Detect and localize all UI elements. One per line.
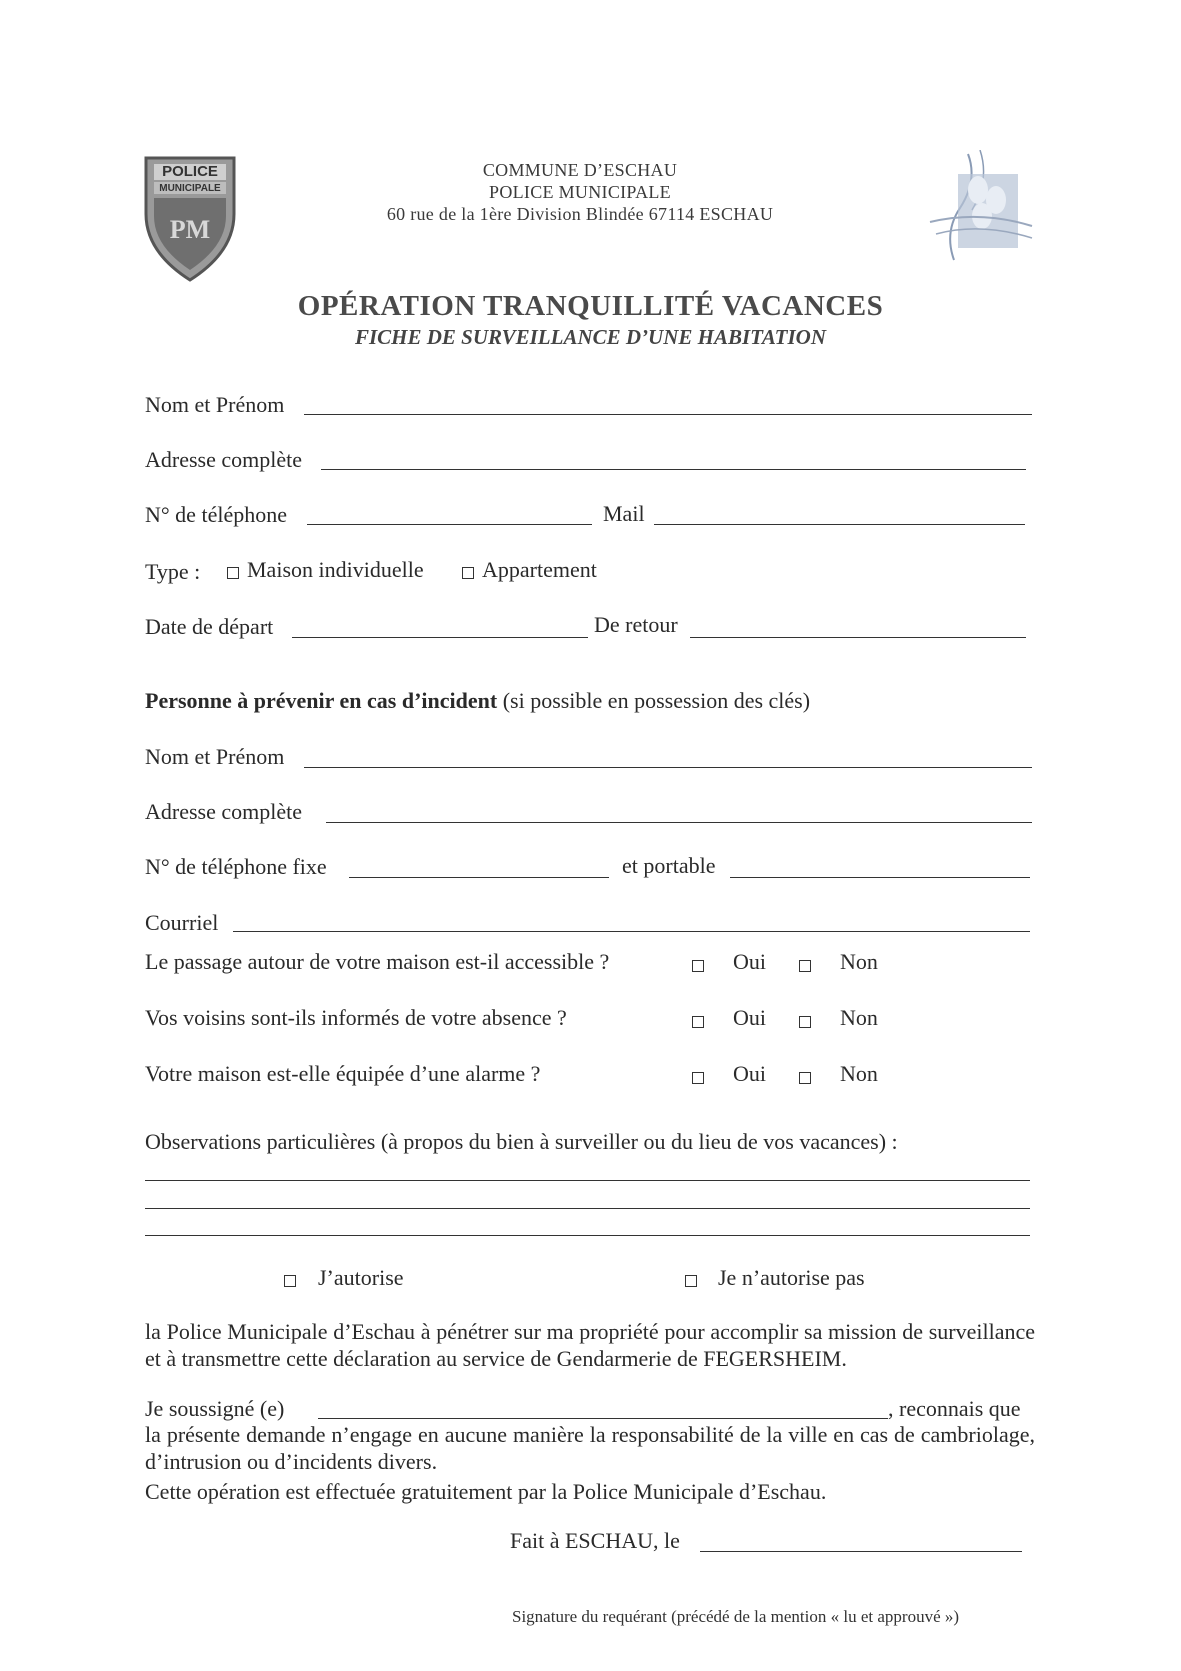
not-authorize-checkbox[interactable]	[685, 1275, 697, 1287]
question-access-no-checkbox[interactable]	[799, 960, 811, 972]
question-neighbors-yes-checkbox[interactable]	[692, 1016, 704, 1028]
type-house-label: Maison individuelle	[247, 557, 424, 582]
mail-label: Mail	[603, 501, 645, 526]
question-access-yes-label: Oui	[733, 949, 766, 974]
mail-field[interactable]	[654, 524, 1025, 525]
header-commune: COMMUNE D’ESCHAU	[482, 160, 678, 180]
signature-label: Signature du requérant (précédé de la mention « lu et approuvé »)	[512, 1607, 960, 1626]
question-neighbors-yes-label: Oui	[733, 1005, 766, 1030]
phone-field[interactable]	[307, 524, 592, 525]
contact-name-label: Nom et Prénom	[145, 744, 285, 769]
type-house-checkbox[interactable]	[227, 567, 239, 579]
address-label: Adresse complète	[145, 447, 302, 472]
badge-text-police: POLICE	[162, 163, 218, 180]
name-field[interactable]	[304, 414, 1032, 415]
contact-heading-note: (si possible en possession des clés)	[502, 688, 811, 713]
badge-text-letters: PM	[169, 215, 211, 244]
type-apartment-label: Appartement	[482, 557, 597, 582]
police-badge-logo	[140, 152, 240, 284]
done-at-label: Fait à ESCHAU, le	[510, 1528, 680, 1553]
badge-text-municipale: MUNICIPALE	[159, 183, 221, 194]
declaration-free-text: Cette opération est effectuée gratuitement par la Police Municipale d’Eschau.	[145, 1479, 827, 1504]
declaration-suffix: , reconnais que	[888, 1396, 1021, 1421]
authorization-text: la Police Municipale d’Eschau à pénétrer sur ma propriété pour accomplir sa mission de surveillance et à transmettre cette déclaration au service de Gendarmerie de FEGERSHEIM.	[145, 1319, 1035, 1371]
address-field[interactable]	[321, 469, 1026, 470]
question-neighbors-no-checkbox[interactable]	[799, 1016, 811, 1028]
contact-mobile-label: et portable	[622, 853, 716, 878]
question-alarm-no-label: Non	[840, 1061, 878, 1086]
name-label: Nom et Prénom	[145, 392, 285, 417]
contact-phone-label: N° de téléphone fixe	[145, 854, 327, 879]
declaration-name-field[interactable]	[318, 1418, 888, 1419]
phone-label: N° de téléphone	[145, 502, 287, 527]
header-police: POLICE MUNICIPALE	[489, 182, 671, 202]
contact-mobile-field[interactable]	[730, 877, 1030, 878]
observations-line-2[interactable]	[145, 1208, 1030, 1209]
page-subtitle: FICHE DE SURVEILLANCE D’UNE HABITATION	[354, 325, 827, 349]
observations-line-1[interactable]	[145, 1180, 1030, 1181]
contact-heading	[145, 690, 810, 712]
authorize-label: J’autorise	[318, 1265, 404, 1290]
question-neighbors-no-label: Non	[840, 1005, 878, 1030]
observations-line-3[interactable]	[145, 1235, 1030, 1236]
observations-label: Observations particulières (à propos du bien à surveiller ou du lieu de vos vacances) :	[145, 1129, 898, 1154]
question-access: Le passage autour de votre maison est-il accessible ?	[145, 949, 610, 974]
done-at-date-field[interactable]	[700, 1551, 1022, 1552]
question-neighbors: Vos voisins sont-ils informés de votre absence ?	[145, 1005, 567, 1030]
type-label: Type :	[145, 559, 201, 584]
declaration-prefix: Je soussigné (e)	[145, 1396, 285, 1421]
authorize-checkbox[interactable]	[284, 1275, 296, 1287]
not-authorize-label: Je n’autorise pas	[718, 1265, 865, 1290]
departure-field[interactable]	[292, 637, 588, 638]
question-alarm-no-checkbox[interactable]	[799, 1072, 811, 1084]
page-title: OPÉRATION TRANQUILLITÉ VACANCES	[297, 290, 884, 322]
header-address: 60 rue de la 1ère Division Blindée 67114 ESCHAU	[386, 204, 774, 224]
contact-email-field[interactable]	[233, 931, 1030, 932]
return-label: De retour	[594, 612, 678, 637]
contact-name-field[interactable]	[304, 767, 1032, 768]
question-alarm: Votre maison est-elle équipée d’une alarme ?	[145, 1061, 541, 1086]
question-access-yes-checkbox[interactable]	[692, 960, 704, 972]
commune-emblem-logo	[920, 150, 1035, 265]
contact-email-label: Courriel	[145, 910, 219, 935]
question-access-no-label: Non	[840, 949, 878, 974]
return-field[interactable]	[690, 637, 1026, 638]
contact-address-field[interactable]	[326, 822, 1032, 823]
declaration-text: la présente demande n’engage en aucune manière la responsabilité de la ville en cas de cambriolage, d’intrusion ou d’incidents divers.	[145, 1422, 1035, 1474]
contact-phone-field[interactable]	[349, 877, 609, 878]
contact-heading-bold: Personne à prévenir en cas d’incident	[145, 688, 498, 713]
question-alarm-yes-checkbox[interactable]	[692, 1072, 704, 1084]
contact-address-label: Adresse complète	[145, 799, 302, 824]
question-alarm-yes-label: Oui	[733, 1061, 766, 1086]
type-apartment-checkbox[interactable]	[462, 567, 474, 579]
departure-label: Date de départ	[145, 614, 274, 639]
